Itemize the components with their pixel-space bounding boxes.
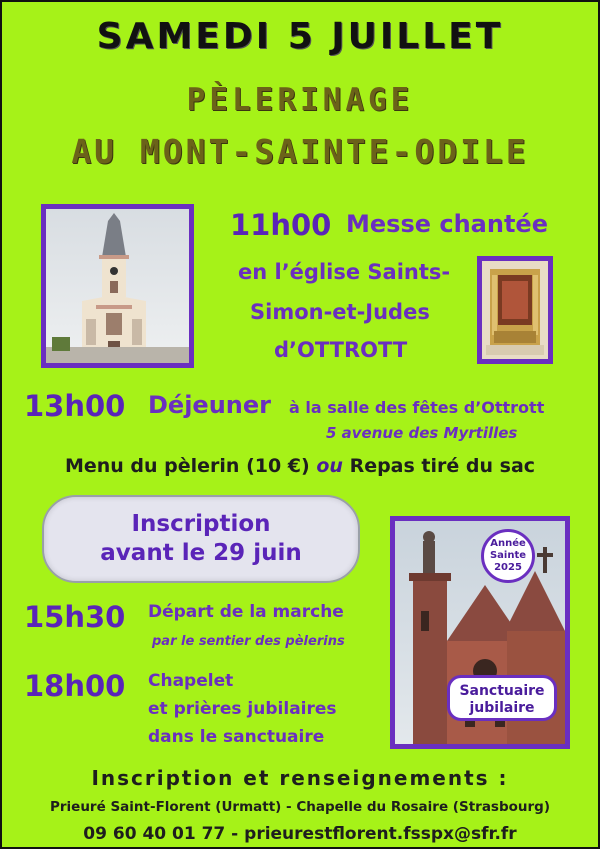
registration-line1: Inscription [131, 511, 271, 537]
altar-photo [477, 256, 553, 364]
church-ottrott-photo [41, 204, 194, 368]
holy-year-badge [481, 529, 535, 583]
holy-year-line1: Année [490, 538, 526, 549]
lunch-place: à la salle des fêtes d’Ottrott [289, 398, 545, 417]
menu-option-b: Repas tiré du sac [349, 455, 536, 477]
rosary-line1: Chapelet [148, 671, 234, 691]
mass-place-line3: d’OTTROTT [274, 338, 408, 362]
mass-time: 11h00 [230, 208, 332, 242]
mass-place-line2: Simon-et-Judes [250, 300, 430, 324]
rosary-line3: dans le sanctuaire [148, 727, 325, 747]
sanctuary-photo [390, 516, 570, 749]
event-title-line2: AU MONT-SAINTE-ODILE [71, 132, 529, 171]
sanctuary-badge-line1: Sanctuaire [459, 683, 545, 699]
walk-subtitle: par le sentier des pèlerins [152, 634, 345, 649]
lunch-time: 13h00 [24, 389, 126, 423]
holy-year-line2: Sainte [489, 550, 527, 561]
rosary-time: 18h00 [24, 669, 126, 703]
footer-title: Inscription et renseignements : [91, 766, 509, 790]
event-title-line1: PÈLERINAGE [186, 82, 414, 118]
sanctuary-badge-line2: jubilaire [469, 700, 535, 716]
altar-illustration [482, 261, 548, 359]
jubilee-sanctuary-badge [447, 675, 557, 721]
registration-line2: avant le 29 juin [100, 540, 302, 566]
rosary-line2: et prières jubilaires [148, 699, 337, 719]
holy-year-line3: 2025 [494, 562, 522, 573]
registration-deadline-box [42, 495, 360, 583]
walk-title: Départ de la marche [148, 602, 344, 622]
lunch-address: 5 avenue des Myrtilles [326, 424, 518, 442]
mass-title: Messe chantée [346, 210, 548, 238]
mass-place-line1: en l’église Saints- [238, 260, 451, 284]
event-date: SAMEDI 5 JUILLET [96, 16, 504, 57]
menu-option-a: Menu du pèlerin (10 €) [64, 455, 310, 477]
walk-time: 15h30 [24, 600, 126, 634]
menu-or: ou [316, 455, 343, 477]
lunch-title: Déjeuner [148, 391, 271, 419]
lunch-menu [2, 455, 598, 477]
footer-places: Prieuré Saint-Florent (Urmatt) - Chapelle du Rosaire (Strasbourg) [49, 799, 550, 815]
church-ottrott-illustration [46, 209, 189, 363]
footer-contact: 09 60 40 01 77 - prieurestflorent.fsspx@sfr.fr [83, 824, 517, 844]
